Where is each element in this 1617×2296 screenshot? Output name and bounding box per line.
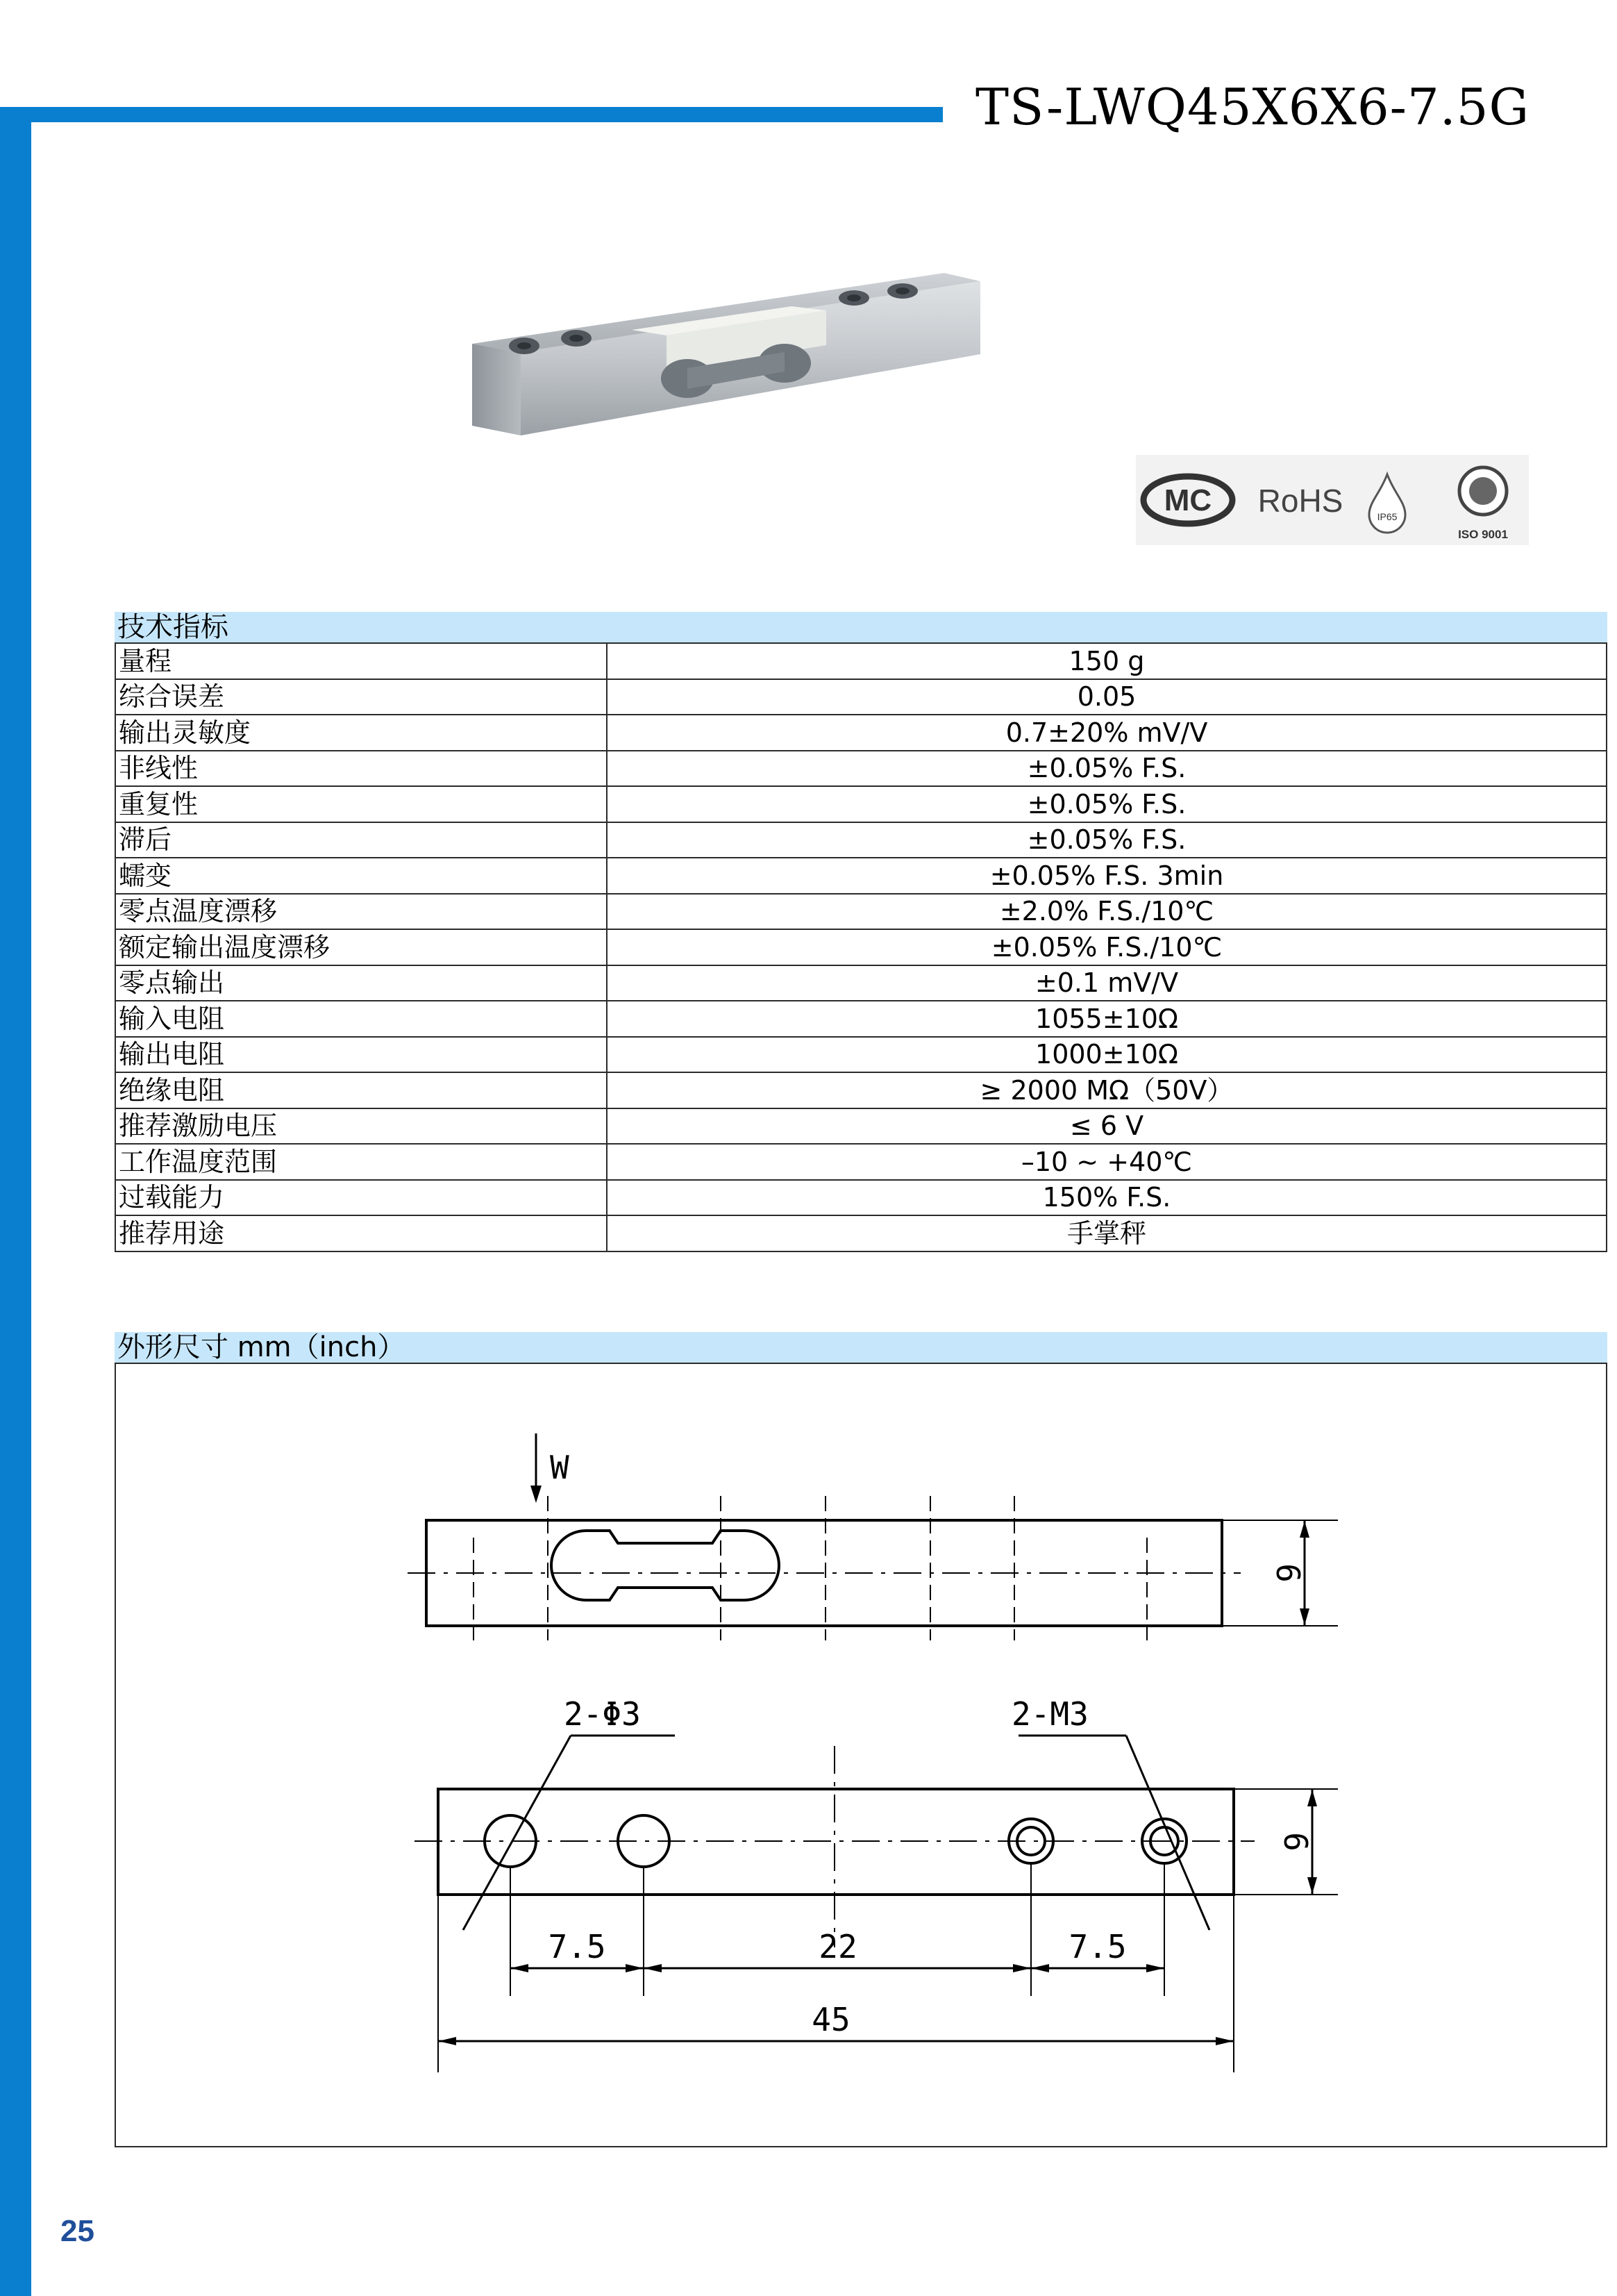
- spec-name: 综合误差: [115, 679, 607, 715]
- rohs-icon: [1258, 483, 1343, 519]
- spec-table: [115, 642, 1607, 1252]
- spec-value: ±0.05% F.S.: [607, 751, 1607, 787]
- svg-text:IP65: IP65: [1377, 511, 1398, 522]
- height-top-label: 6: [1269, 1563, 1307, 1583]
- dimension-drawing-frame: [115, 1363, 1607, 2147]
- table-row: [115, 1072, 1607, 1108]
- table-row: [115, 858, 1607, 894]
- spec-value: ±0.05% F.S.: [607, 786, 1607, 822]
- spec-name: 推荐用途: [115, 1215, 607, 1251]
- spec-value: ±2.0% F.S./10℃: [607, 894, 1607, 930]
- table-row: [115, 715, 1607, 751]
- iso-seal-icon: [1458, 467, 1508, 541]
- side-accent-bar: [0, 107, 31, 2296]
- top-view-slot: [551, 1531, 779, 1600]
- product-photo: [458, 267, 1000, 448]
- spec-name: 工作温度范围: [115, 1144, 607, 1180]
- ip-drop-icon: [1369, 474, 1405, 533]
- spec-value: –10 ~ +40℃: [607, 1144, 1607, 1180]
- spec-name: 重复性: [115, 786, 607, 822]
- spec-name: 输出电阻: [115, 1037, 607, 1073]
- table-row: [115, 929, 1607, 965]
- spec-value: ±0.05% F.S.: [607, 822, 1607, 858]
- certification-logos: [1136, 455, 1529, 545]
- specs-section-title: 技术指标: [115, 612, 1607, 642]
- spec-value: ≥ 2000 MΩ（50V）: [607, 1072, 1607, 1108]
- table-row: [115, 965, 1607, 1001]
- spec-value: 0.05: [607, 679, 1607, 715]
- spec-name: 零点输出: [115, 965, 607, 1001]
- spec-value: 0.7±20% mV/V: [607, 715, 1607, 751]
- table-row: [115, 894, 1607, 930]
- spec-name: 非线性: [115, 751, 607, 787]
- table-row: [115, 1180, 1607, 1216]
- mc-mark-icon: [1143, 476, 1232, 524]
- table-row: [115, 1001, 1607, 1037]
- page-number: 25: [60, 2214, 94, 2248]
- spec-value: 1055±10Ω: [607, 1001, 1607, 1037]
- table-row: [115, 1108, 1607, 1145]
- spec-name: 量程: [115, 643, 607, 679]
- spec-name: 输出灵敏度: [115, 715, 607, 751]
- spec-name: 过载能力: [115, 1180, 607, 1216]
- table-row: [115, 822, 1607, 858]
- spec-value: ±0.1 mV/V: [607, 965, 1607, 1001]
- height-bottom-label: 6: [1277, 1832, 1314, 1852]
- table-row: [115, 751, 1607, 787]
- table-row: [115, 1215, 1607, 1251]
- spec-name: 绝缘电阻: [115, 1072, 607, 1108]
- spec-value: ±0.05% F.S. 3min: [607, 858, 1607, 894]
- svg-text:RoHS: RoHS: [1257, 483, 1343, 519]
- spec-value: ≤ 6 V: [607, 1108, 1607, 1145]
- hole-right-callout: 2-M3: [1012, 1695, 1089, 1733]
- hole-left-callout: 2-Φ3: [564, 1695, 641, 1733]
- spec-name: 零点温度漂移: [115, 894, 607, 930]
- svg-text:ISO 9001: ISO 9001: [1458, 528, 1508, 541]
- dim-center-label: 22: [819, 1928, 857, 1965]
- spec-value: 1000±10Ω: [607, 1037, 1607, 1073]
- table-row: [115, 1144, 1607, 1180]
- spec-name: 滞后: [115, 822, 607, 858]
- spec-value: 150% F.S.: [607, 1180, 1607, 1216]
- header-accent-bar: [0, 107, 943, 122]
- dimension-drawing: [116, 1364, 1606, 2146]
- spec-value: 150 g: [607, 643, 1607, 679]
- table-row: [115, 643, 1607, 679]
- dimensions-section-title: 外形尺寸 mm（inch）: [115, 1332, 1607, 1363]
- spec-name: 额定输出温度漂移: [115, 929, 607, 965]
- table-row: [115, 786, 1607, 822]
- table-row: [115, 679, 1607, 715]
- dim-right-label: 7.5: [1069, 1928, 1127, 1965]
- spec-name: 输入电阻: [115, 1001, 607, 1037]
- spec-value: 手掌秤: [607, 1215, 1607, 1251]
- table-row: [115, 1037, 1607, 1073]
- spec-value: ±0.05% F.S./10℃: [607, 929, 1607, 965]
- model-title: TS-LWQ45X6X6-7.5G: [975, 78, 1530, 136]
- spec-name: 推荐激励电压: [115, 1108, 607, 1145]
- dim-total-label: 45: [812, 2001, 851, 2038]
- load-label: W: [550, 1449, 569, 1486]
- svg-text:MC: MC: [1164, 483, 1212, 517]
- dim-left-label: 7.5: [548, 1928, 606, 1965]
- spec-name: 蠕变: [115, 858, 607, 894]
